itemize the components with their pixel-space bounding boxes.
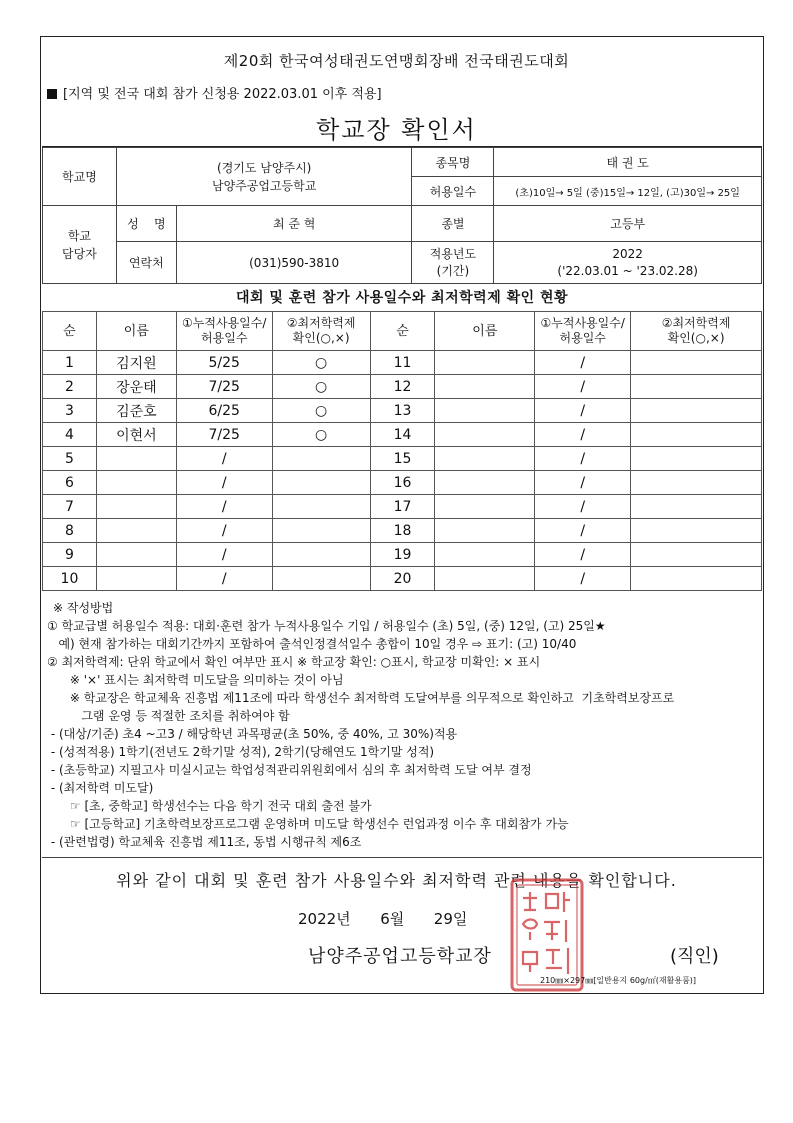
contact-value: (031)590-3810: [176, 242, 412, 284]
note-line: ※ 학교장은 학교체육 진흥법 제11조에 따라 학생선수 최저학력 도달여부를 의무적으로 확인하고 기초학력보장프로: [47, 691, 675, 705]
roster-cell-name: [435, 567, 535, 591]
roster-cell-days: /: [176, 447, 272, 471]
info-table: [42, 147, 762, 284]
roster-cell-name: [435, 399, 535, 423]
note-line: ☞ [고등학교] 기초학력보장프로그램 운영하며 미도달 학생선수 런업과정 이수 후 대회참가 가능: [47, 817, 569, 831]
roster-cell-days: /: [176, 495, 272, 519]
roster-cell-no: 3: [43, 399, 97, 423]
col-header-name: 이름: [435, 312, 535, 351]
roster-cell-check: [272, 567, 370, 591]
roster-cell-check: [272, 519, 370, 543]
roster-cell-name: [435, 423, 535, 447]
col-header-check: ②최저학력제 확인(○,×): [272, 312, 370, 351]
roster-cell-days: /: [535, 447, 631, 471]
roster-cell-no: 11: [370, 351, 435, 375]
roster-cell-name: [96, 543, 176, 567]
roster-cell-check: [272, 543, 370, 567]
roster-cell-no: 13: [370, 399, 435, 423]
roster-cell-check: [272, 447, 370, 471]
roster-cell-days: /: [176, 471, 272, 495]
note-line: 그램 운영 등 적절한 조치를 취하여야 함: [47, 709, 290, 723]
roster-cell-check: [631, 495, 762, 519]
roster-cell-no: 9: [43, 543, 97, 567]
note-line: - (관련법령) 학교체육 진흥법 제11조, 동법 시행규칙 제6조: [47, 835, 362, 849]
manager-label: 학교 담당자: [43, 206, 117, 284]
roster-cell-name: [96, 495, 176, 519]
table-row: [43, 471, 762, 495]
roster-cell-days: /: [535, 375, 631, 399]
note-line: 예) 현재 참가하는 대회기간까지 포함하여 출석인정결석일수 총합이 10일 경우 ⇨ 표기: (고) 10/40: [47, 637, 577, 651]
roster-cell-name: [435, 351, 535, 375]
roster-cell-no: 18: [370, 519, 435, 543]
roster-cell-days: /: [535, 399, 631, 423]
note-line: - (최저학력 미도달): [47, 781, 154, 795]
roster-cell-check: ○: [272, 423, 370, 447]
note-line: - (대상/기준) 초4 ~고3 / 해당학년 과목평균(초 50%, 중 40%, 고 30%)적용: [47, 727, 458, 741]
roster-cell-check: [631, 447, 762, 471]
school-cell: [116, 148, 412, 206]
col-header-check: ②최저학력제 확인(○,×): [631, 312, 762, 351]
notice-text: [지역 및 전국 대회 참가 신청용 2022.03.01 이후 적용]: [63, 87, 382, 102]
principal-name: 남양주공업고등학교장: [308, 946, 492, 967]
roster-cell-check: [631, 423, 762, 447]
roster-cell-name: [435, 375, 535, 399]
year-label: 적용년도 (기간): [412, 242, 494, 284]
period-value: ('22.03.01 ~ '23.02.28): [557, 263, 698, 278]
note-line: ② 최저학력제: 단위 학교에서 확인 여부만 표시 ※ 학교장 확인: ○표시, 학교장 미확인: × 표시: [47, 655, 541, 669]
roster-cell-days: 7/25: [176, 375, 272, 399]
school-label: 학교명: [43, 148, 117, 206]
roster-cell-name: 김준호: [96, 399, 176, 423]
roster-cell-name: 이현서: [96, 423, 176, 447]
year-value: 2022: [612, 246, 643, 261]
roster-cell-check: [631, 399, 762, 423]
roster-cell-days: /: [535, 471, 631, 495]
roster-cell-check: [272, 471, 370, 495]
year-cell: [494, 242, 762, 284]
roster-cell-name: [96, 519, 176, 543]
roster-cell-check: [631, 375, 762, 399]
col-header-no: 순: [370, 312, 435, 351]
col-header-name: 이름: [96, 312, 176, 351]
note-line: - (초등학교) 지필고사 미실시교는 학업성적관리위원회에서 심의 후 최저학력 도달 여부 결정: [47, 763, 532, 777]
note-line: - (성적적용) 1학기(전년도 2학기말 성적), 2학기(당해연도 1학기말 성적): [47, 745, 435, 759]
table-row: [43, 567, 762, 591]
document-title: 학교장 확인서: [316, 116, 477, 144]
table-row: [43, 519, 762, 543]
school-region: (경기도 남양주시): [217, 160, 312, 175]
roster-cell-days: /: [176, 543, 272, 567]
roster-cell-no: 15: [370, 447, 435, 471]
roster-cell-days: /: [535, 567, 631, 591]
category-label: 종별: [412, 206, 494, 242]
category-value: 고등부: [494, 206, 762, 242]
divider: [42, 857, 762, 858]
notes-section: [47, 599, 762, 851]
name-value: 최 준 혁: [176, 206, 412, 242]
roster-cell-no: 8: [43, 519, 97, 543]
roster-cell-days: /: [535, 351, 631, 375]
table-row: [43, 423, 762, 447]
roster-cell-no: 20: [370, 567, 435, 591]
notes-lines: [47, 617, 762, 851]
table-row: [43, 399, 762, 423]
note-line: ① 학교급별 허용일수 적용: 대회·훈련 참가 누적사용일수 기입 / 허용일수 (초) 5일, (중) 12일, (고) 25일★: [47, 619, 606, 633]
roster-cell-name: [435, 543, 535, 567]
table-row: [43, 447, 762, 471]
note-line: ☞ [초, 중학교] 학생선수는 다음 학기 전국 대회 출전 불가: [47, 799, 372, 813]
signature-date: 2022년 6월 29일: [298, 910, 468, 928]
roster-cell-no: 12: [370, 375, 435, 399]
competition-title: 제20회 한국여성태권도연맹회장배 전국태권도대회: [223, 52, 570, 70]
days-label: 허용일수: [412, 177, 494, 206]
roster-cell-name: [435, 495, 535, 519]
roster-cell-check: [272, 495, 370, 519]
roster-table: [42, 311, 762, 591]
paper-spec: 210㎜×297㎜[일반용지 60g/㎡(재활용품)]: [540, 976, 697, 985]
roster-cell-days: /: [535, 423, 631, 447]
days-value: (초)10일→ 5일 (중)15일→ 12일, (고)30일→ 25일: [494, 177, 762, 206]
table-row: [43, 495, 762, 519]
roster-cell-days: 5/25: [176, 351, 272, 375]
roster-cell-days: /: [176, 567, 272, 591]
roster-cell-no: 7: [43, 495, 97, 519]
roster-cell-check: ○: [272, 351, 370, 375]
roster-cell-no: 16: [370, 471, 435, 495]
roster-cell-check: [631, 543, 762, 567]
roster-cell-no: 2: [43, 375, 97, 399]
col-header-days: ①누적사용일수/ 허용일수: [535, 312, 631, 351]
roster-cell-name: [435, 519, 535, 543]
roster-cell-no: 4: [43, 423, 97, 447]
event-value: 태 권 도: [494, 148, 762, 177]
notice-line: [47, 83, 382, 102]
roster-cell-name: [435, 471, 535, 495]
roster-cell-no: 14: [370, 423, 435, 447]
contact-label: 연락처: [116, 242, 176, 284]
roster-cell-name: [96, 567, 176, 591]
name-label: 성 명: [116, 206, 176, 242]
roster-cell-no: 1: [43, 351, 97, 375]
roster-cell-days: 6/25: [176, 399, 272, 423]
col-header-days: ①누적사용일수/ 허용일수: [176, 312, 272, 351]
roster-cell-days: /: [535, 519, 631, 543]
roster-cell-check: ○: [272, 375, 370, 399]
table-row: [43, 351, 762, 375]
roster-cell-check: ○: [272, 399, 370, 423]
roster-cell-check: [631, 567, 762, 591]
roster-cell-name: [96, 471, 176, 495]
table-row: [43, 543, 762, 567]
col-header-no: 순: [43, 312, 97, 351]
confirmation-text: 위와 같이 대회 및 훈련 참가 사용일수와 최저학력 관련 내용을 확인합니다.: [116, 871, 677, 890]
roster-cell-check: [631, 351, 762, 375]
seal-label: (직인): [670, 946, 719, 967]
roster-cell-no: 10: [43, 567, 97, 591]
note-line: ※ '×' 표시는 최저학력 미도달을 의미하는 것이 아님: [47, 673, 344, 687]
roster-cell-name: [96, 447, 176, 471]
roster-cell-no: 5: [43, 447, 97, 471]
roster-cell-no: 19: [370, 543, 435, 567]
roster-cell-no: 6: [43, 471, 97, 495]
roster-cell-days: /: [176, 519, 272, 543]
roster-cell-name: 장운태: [96, 375, 176, 399]
event-label: 종목명: [412, 148, 494, 177]
roster-cell-days: /: [535, 543, 631, 567]
roster-cell-no: 17: [370, 495, 435, 519]
square-bullet-icon: [47, 89, 57, 99]
section-title: 대회 및 훈련 참가 사용일수와 최저학력제 확인 현황: [235, 290, 569, 306]
roster-cell-days: /: [535, 495, 631, 519]
roster-cell-name: [435, 447, 535, 471]
roster-cell-days: 7/25: [176, 423, 272, 447]
roster-cell-check: [631, 471, 762, 495]
school-name: 남양주공업고등학교: [212, 178, 317, 193]
notes-heading: ※ 작성방법: [53, 601, 114, 615]
roster-cell-name: 김지원: [96, 351, 176, 375]
roster-cell-check: [631, 519, 762, 543]
table-row: [43, 375, 762, 399]
